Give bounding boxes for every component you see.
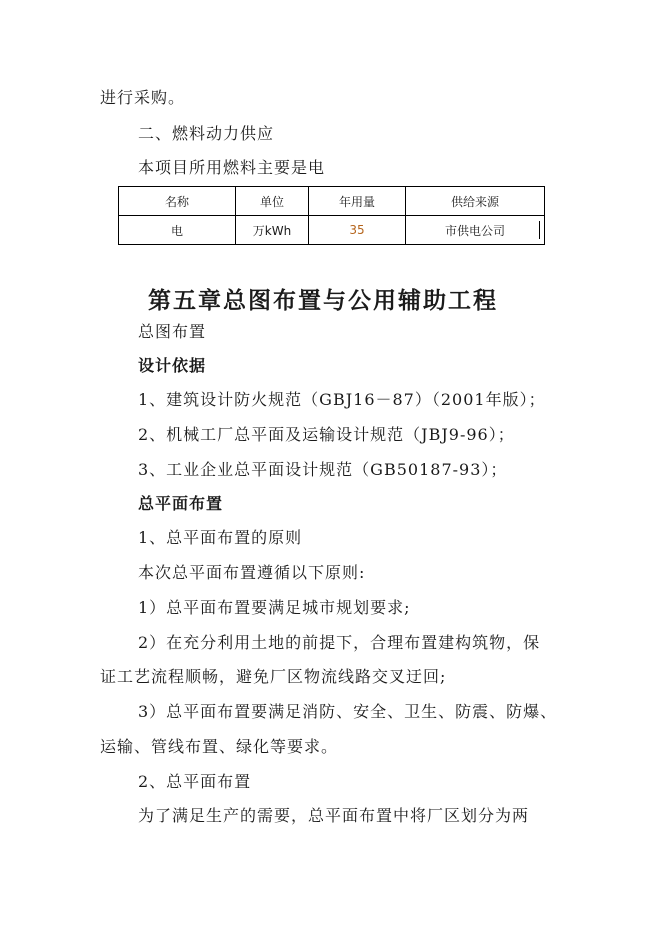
list-item-continued: 运输、管线布置、绿化等要求。 <box>100 737 339 756</box>
list-item: 3）总平面布置要满足消防、安全、卫生、防震、防爆、 <box>138 702 558 721</box>
text-line: 为了满足生产的需要，总平面布置中将厂区划分为两 <box>138 806 530 825</box>
text-line: 进行采购。 <box>100 88 186 107</box>
list-item: 1、建筑设计防火规范（GBJ16－87）（2001年版）； <box>138 390 546 409</box>
table-row <box>119 216 545 245</box>
heading-layout: 总平面布置 <box>138 494 224 513</box>
heading-design-basis: 设计依据 <box>138 356 207 375</box>
text-line: 本次总平面布置遵循以下原则: <box>138 563 366 582</box>
list-item: 1）总平面布置要满足城市规划要求; <box>138 598 411 617</box>
table-header-cell: 供给来源 <box>406 187 545 216</box>
table-header-cell: 单位 <box>236 187 309 216</box>
table-header-row <box>119 187 545 216</box>
list-item: 2、机械工厂总平面及运输设计规范（JBJ9-96）； <box>138 425 515 444</box>
fuel-table <box>118 186 545 245</box>
text-line: 本项目所用燃料主要是电 <box>138 158 326 177</box>
chapter-title: 第五章总图布置与公用辅助工程 <box>148 287 498 314</box>
text-line: 1、总平面布置的原则 <box>138 528 303 547</box>
list-item: 3、工业企业总平面设计规范（GB50187-93）； <box>138 460 508 479</box>
section-title: 总图布置 <box>138 322 207 341</box>
table-cell: 万kWh <box>236 216 309 245</box>
table-header-cell: 名称 <box>119 187 236 216</box>
list-item-continued: 证工艺流程顺畅，避免厂区物流线路交叉迂回; <box>100 667 447 686</box>
list-item: 2）在充分利用土地的前提下，合理布置建构筑物，保 <box>138 633 541 652</box>
section-heading-fuel: 二、燃料动力供应 <box>138 124 275 143</box>
table-header-cell: 年用量 <box>309 187 406 216</box>
table-cell: 电 <box>119 216 236 245</box>
text-cursor <box>539 221 540 239</box>
table-cell: 市供电公司 <box>406 216 545 245</box>
table-cell-annual-usage: 35 <box>309 216 406 245</box>
text-line: 2、总平面布置 <box>138 772 252 791</box>
